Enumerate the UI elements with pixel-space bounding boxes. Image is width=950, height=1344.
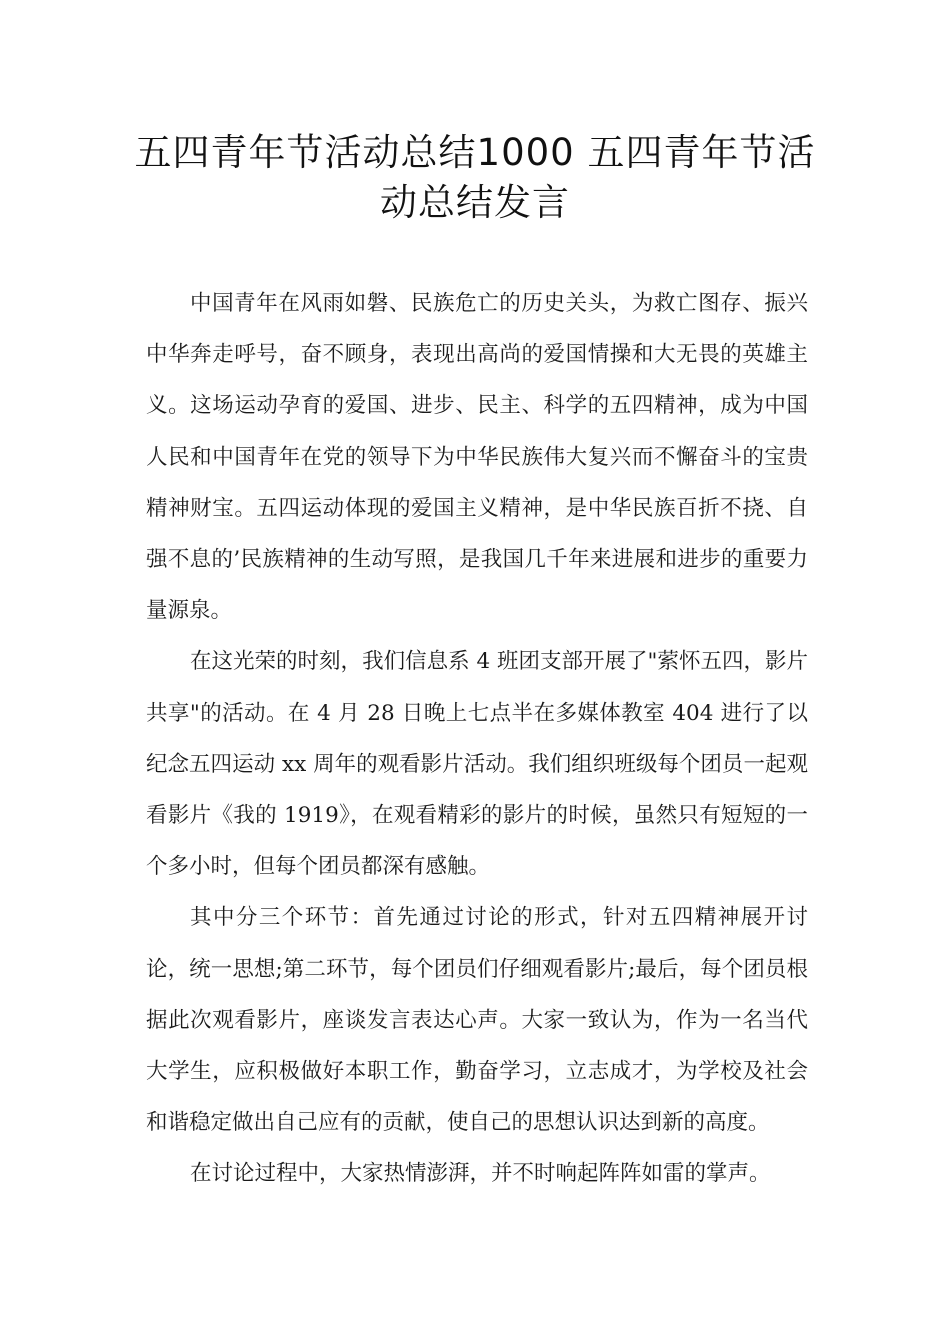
document-body <box>146 278 808 1200</box>
document-title: 五四青年节活动总结1000 五四青年节活动总结发言 <box>134 131 816 224</box>
paragraph-2: 在这光荣的时刻，我们信息系 4 班团支部开展了"萦怀五四，影片共享"的活动。在 4 月 28 日晚上七点半在多媒体教室 404 进行了以纪念五四运动 xx 周年的观看影片活动。我们组织班级每个团员一起观看影片《我的 1919》，在观看精彩的影片的时候，虽然只有短短的一个多小时，但每个团员都深有感触。 <box>146 649 808 880</box>
paragraph-3: 其中分三个环节：首先通过讨论的形式，针对五四精神展开讨论，统一思想;第二环节，每个团员们仔细观看影片;最后，每个团员根据此次观看影片，座谈发言表达心声。大家一致认为，作为一名当代大学生，应积极做好本职工作，勤奋学习，立志成才，为学校及社会和谐稳定做出自己应有的贡献，使自己的思想认识达到新的高度。 <box>146 905 808 1136</box>
paragraph-1: 中国青年在风雨如磐、民族危亡的历史关头，为救亡图存、振兴中华奔走呼号，奋不顾身，表现出高尚的爱国情操和大无畏的英雄主义。这场运动孕育的爱国、进步、民主、科学的五四精神，成为中国人民和中国青年在党的领导下为中华民族伟大复兴而不懈奋斗的宝贵精神财宝。五四运动体现的爱国主义精神，是中华民族百折不挠、自强不息的’民族精神的生动写照，是我国几千年来进展和进步的重要力量源泉。 <box>146 291 808 624</box>
paragraph-4: 在讨论过程中，大家热情澎湃，并不时响起阵阵如雷的掌声。 <box>190 1161 771 1187</box>
